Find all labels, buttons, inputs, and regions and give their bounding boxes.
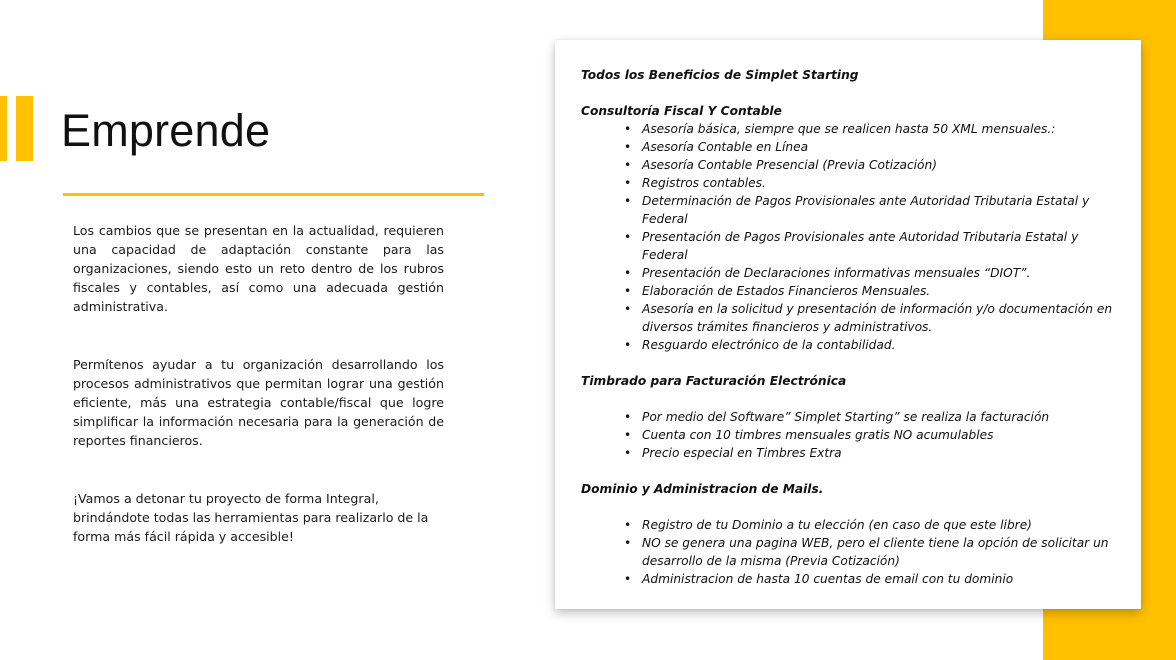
- list-item: • NO se genera una pagina WEB, pero el cliente tiene la opción de solicitar un desarrollo de la misma (Previa Cotización): [624, 534, 1121, 570]
- timbrado-list: [624, 408, 1121, 462]
- benefits-title: Todos los Beneficios de Simplet Starting: [581, 68, 859, 82]
- dominio-list: [624, 516, 1121, 588]
- page-title: Emprende: [61, 105, 271, 156]
- list-item: • Elaboración de Estados Financieros Mensuales.: [624, 282, 1121, 300]
- list-item: • Asesoría Contable en Línea: [624, 138, 1121, 156]
- list-item: • Administracion de hasta 10 cuentas de email con tu dominio: [624, 570, 1121, 588]
- list-item: • Cuenta con 10 timbres mensuales gratis NO acumulables: [624, 426, 1121, 444]
- section-heading-consultoria: Consultoría Fiscal Y Contable: [581, 104, 782, 118]
- title-underline: [63, 193, 484, 196]
- intro-paragraph-3: ¡Vamos a detonar tu proyecto de forma Integral, brindándote todas las herramientas para realizarlo de la forma más fácil rápida y accesible!: [73, 491, 429, 544]
- list-item: • Asesoría Contable Presencial (Previa Cotización): [624, 156, 1121, 174]
- intro-paragraph-1: Los cambios que se presentan en la actualidad, requieren una capacidad de adaptación constante para las organizaciones, siendo esto un reto dentro de los rubros fiscales y contables, así como una adecuada gestión administrativa.: [73, 223, 444, 314]
- list-item: • Asesoría en la solicitud y presentación de información y/o documentación en diversos trámites financieros y administrativos.: [624, 300, 1121, 336]
- list-item: • Presentación de Pagos Provisionales ante Autoridad Tributaria Estatal y Federal: [624, 228, 1121, 264]
- list-item: • Precio especial en Timbres Extra: [624, 444, 1121, 462]
- list-item: • Presentación de Declaraciones informativas mensuales “DIOT”.: [624, 264, 1121, 282]
- list-item: • Resguardo electrónico de la contabilidad.: [624, 336, 1121, 354]
- list-item: • Registro de tu Dominio a tu elección (en caso de que este libre): [624, 516, 1121, 534]
- intro-paragraph-2: Permítenos ayudar a tu organización desarrollando los procesos administrativos que permitan lograr una gestión eficiente, más una estrategia contable/fiscal que logre simplificar la información necesaria para la generación de reportes financieros.: [73, 357, 444, 448]
- section-heading-dominio: Dominio y Administracion de Mails.: [581, 482, 824, 496]
- list-item: • Registros contables.: [624, 174, 1121, 192]
- benefits-card-content: [581, 66, 1121, 588]
- consultoria-list: [624, 120, 1121, 354]
- list-item: • Determinación de Pagos Provisionales ante Autoridad Tributaria Estatal y Federal: [624, 192, 1121, 228]
- section-heading-timbrado: Timbrado para Facturación Electrónica: [581, 374, 847, 388]
- benefits-card: [555, 40, 1141, 609]
- list-item: • Por medio del Software” Simplet Starting” se realiza la facturación: [624, 408, 1121, 426]
- list-item: • Asesoría básica, siempre que se realicen hasta 50 XML mensuales.:: [624, 120, 1121, 138]
- left-accent-bar-thin: [0, 96, 7, 161]
- left-accent-bar-thick: [16, 96, 33, 161]
